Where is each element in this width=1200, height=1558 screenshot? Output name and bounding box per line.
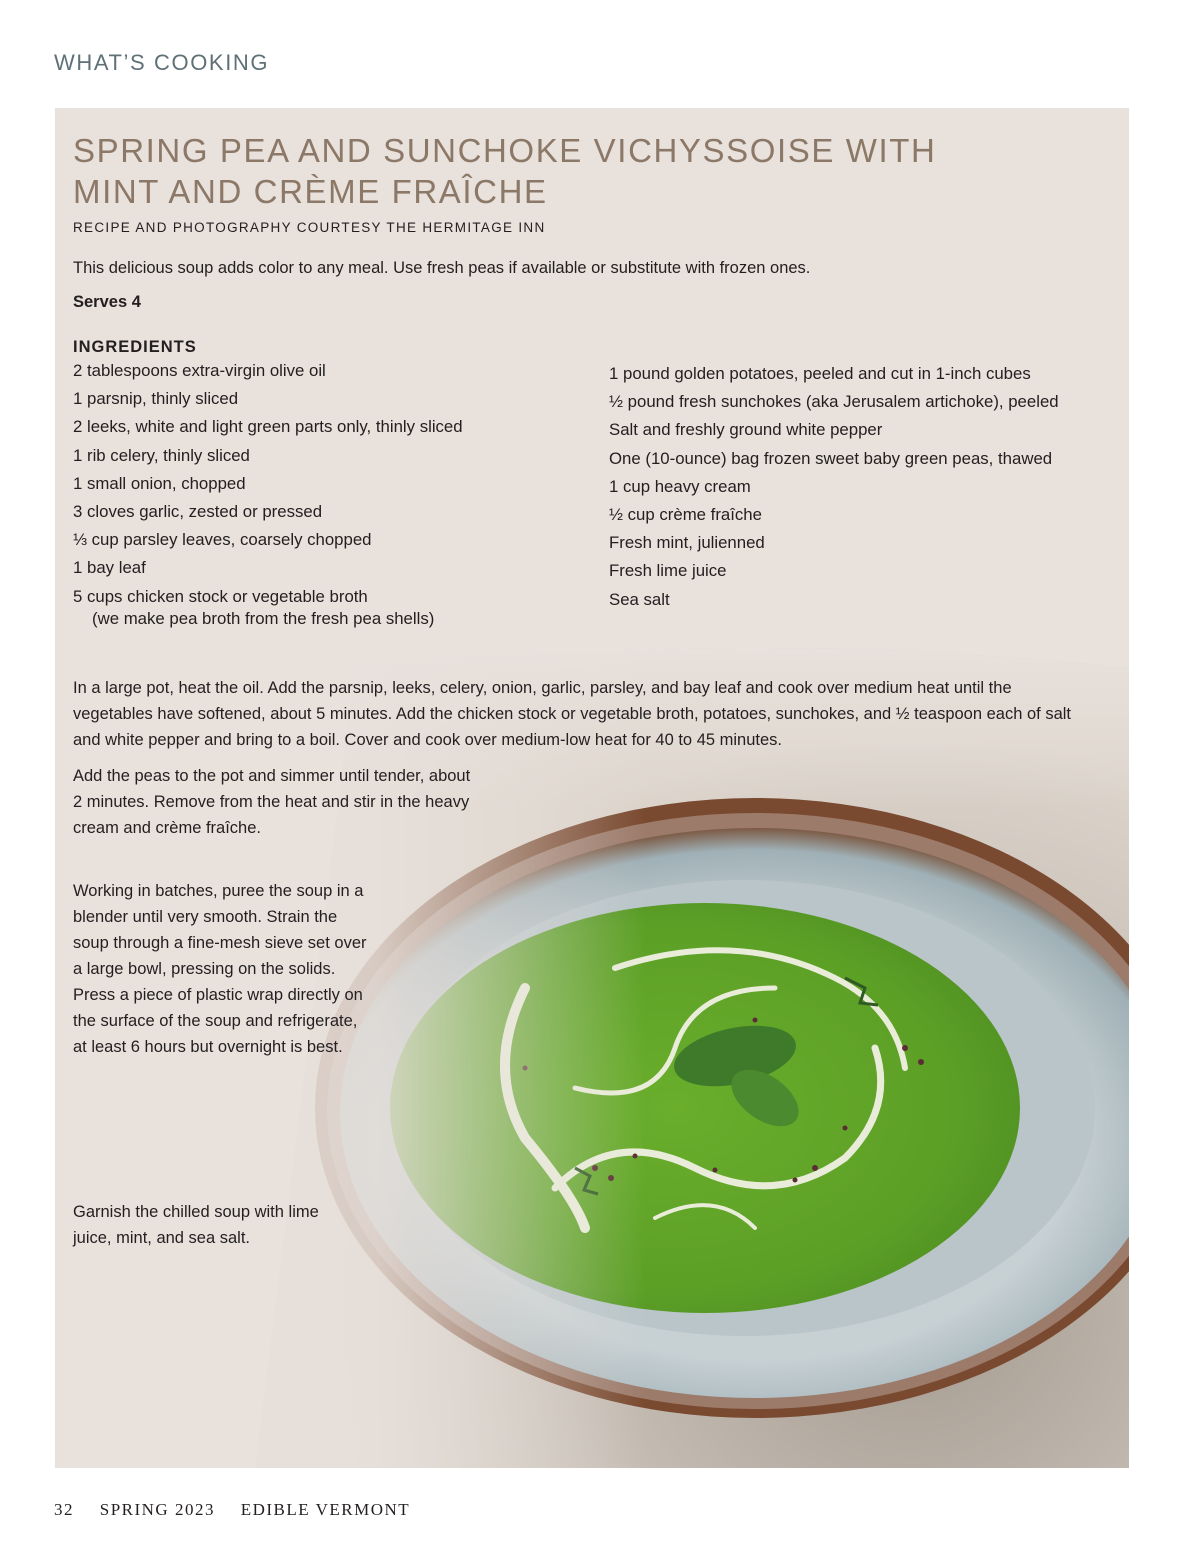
ingredient-item: ⅓ cup parsley leaves, coarsely chopped (73, 530, 372, 550)
ingredients-heading: INGREDIENTS (73, 338, 197, 356)
ingredient-item: One (10-ounce) bag frozen sweet baby green peas, thawed (609, 448, 1053, 468)
instruction-step-4: Garnish the chilled soup with lime juice, mint, and sea salt. (73, 1203, 319, 1247)
instruction-step-1: In a large pot, heat the oil. Add the parsnip, leeks, celery, onion, garlic, parsley, and bay leaf and cook over medium heat until the vegetables have softened, about 5 minutes. Add the chicken stock or vegetable broth, potatoes, sunchokes, and ½ teaspoon each of salt and white pepper and bring to a boil. Cover and cook over medium-low heat for 40 to 45 minutes. (73, 679, 1072, 749)
ingredient-item: 1 bay leaf (73, 558, 146, 578)
ingredient-item: Salt and freshly ground white pepper (609, 420, 883, 440)
recipe-panel (55, 108, 1129, 1468)
issue-label: SPRING 2023 (99, 1500, 215, 1519)
ingredient-item: 1 cup heavy cream (609, 476, 751, 496)
recipe-title (73, 130, 937, 212)
ingredient-item: ½ cup crème fraîche (609, 504, 762, 524)
recipe-title-line-1: SPRING PEA AND SUNCHOKE VICHYSSOISE WITH (73, 132, 937, 169)
recipe-title-line-2: MINT AND CRÈME FRAÎCHE (73, 173, 548, 210)
ingredient-item: 2 leeks, white and light green parts only, thinly sliced (73, 417, 463, 437)
ingredient-item: Sea salt (609, 589, 670, 609)
section-label: WHAT’S COOKING (54, 50, 270, 75)
ingredient-item: 1 pound golden potatoes, peeled and cut in 1-inch cubes (609, 364, 1031, 383)
recipe-intro: This delicious soup adds color to any meal. Use fresh peas if available or substitute with frozen ones. (73, 259, 811, 277)
page-number: 32 (54, 1500, 74, 1519)
recipe-credit: RECIPE AND PHOTOGRAPHY COURTESY THE HERMITAGE INN (73, 220, 546, 235)
ingredient-item: ½ pound fresh sunchokes (aka Jerusalem artichoke), peeled (609, 392, 1059, 412)
ingredient-item: 3 cloves garlic, zested or pressed (73, 501, 323, 521)
ingredient-item: 1 small onion, chopped (73, 473, 246, 493)
page-footer (54, 1500, 430, 1520)
ingredient-item (73, 586, 463, 628)
ingredients-list-left (73, 360, 463, 628)
ingredient-item: 1 rib celery, thinly sliced (73, 445, 250, 465)
ingredient-item: 1 parsnip, thinly sliced (73, 389, 239, 409)
recipe-serves: Serves 4 (73, 293, 141, 311)
ingredient-item: Fresh lime juice (609, 561, 727, 581)
instruction-step-3: Working in batches, puree the soup in a blender until very smooth. Strain the soup through a fine-mesh sieve set over a large bowl, pressing on the solids. Press a piece of plastic wrap directly on the surface of the soup and refrigerate, at least 6 hours but overnight is best. (73, 882, 367, 1056)
ingredient-item-text: 5 cups chicken stock or vegetable broth (73, 586, 368, 606)
ingredient-item: 2 tablespoons extra-virgin olive oil (73, 361, 326, 380)
ingredient-note: (we make pea broth from the fresh pea shells) (92, 608, 435, 628)
ingredients-list-right (609, 363, 1059, 617)
publication-name: EDIBLE VERMONT (240, 1500, 411, 1519)
ingredient-item: Fresh mint, julienned (609, 533, 765, 553)
instruction-step-2: Add the peas to the pot and simmer until tender, about 2 minutes. Remove from the heat and stir in the heavy cream and crème fraîche. (73, 767, 471, 837)
